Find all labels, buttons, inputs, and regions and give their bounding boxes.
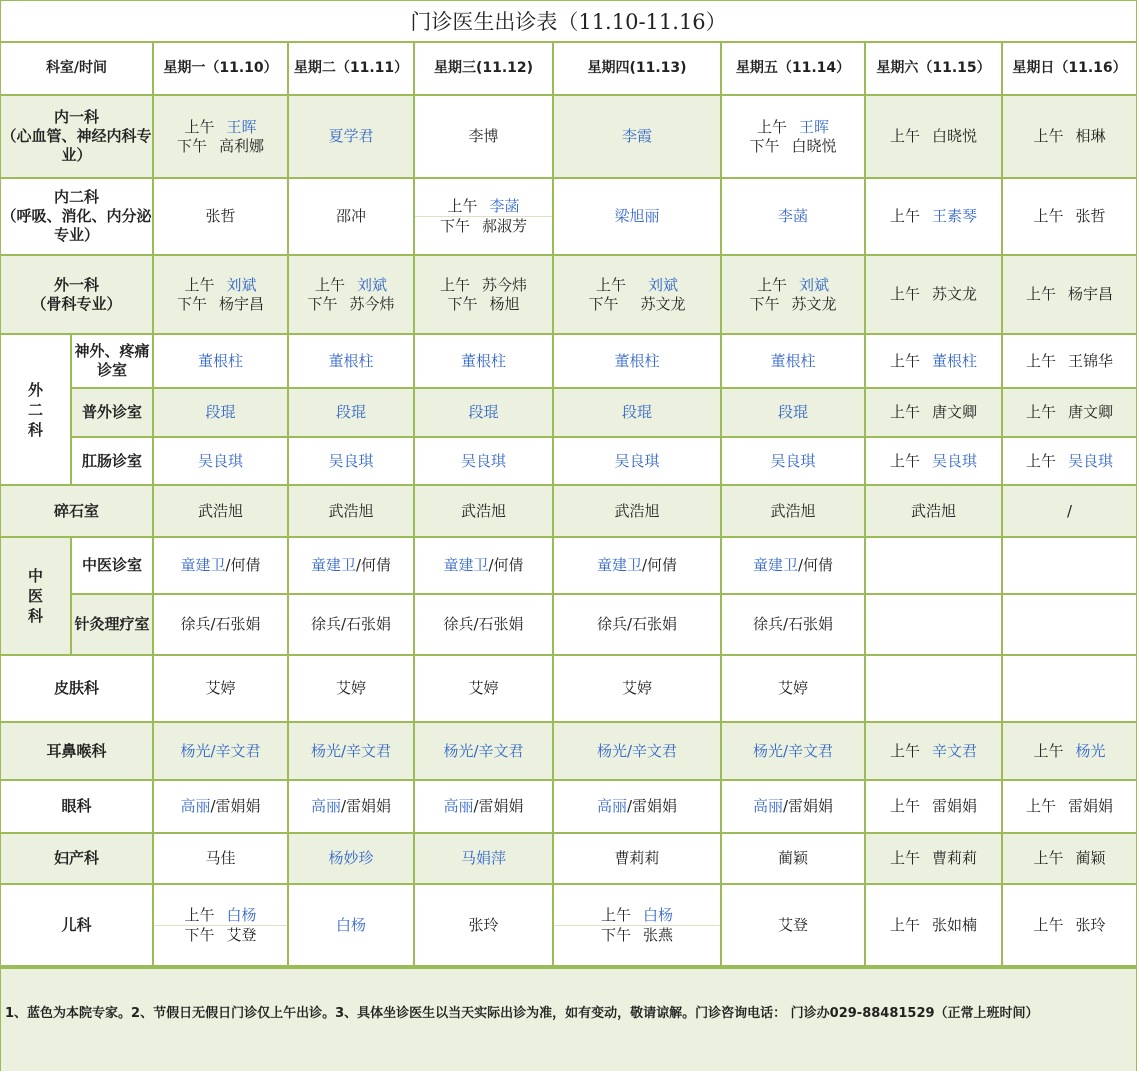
doctor-name: 雷娟娟 <box>932 797 978 815</box>
dept-nei2 <box>1 178 153 255</box>
dept-label: 中医科 <box>27 567 43 625</box>
doctor-name: 王素琴 <box>932 207 978 225</box>
doctor-name: 段琨 <box>288 388 414 437</box>
doctor-name: 白晓悦 <box>791 136 837 155</box>
doctor-name: 张如楠 <box>932 915 978 934</box>
pm-label: 下午 <box>307 294 338 313</box>
cell <box>288 537 414 594</box>
doctor-name: 徐兵/石张娟 <box>721 594 865 655</box>
row-erbi <box>1 722 1136 780</box>
row-nei2 <box>1 178 1136 255</box>
doctor-name: 吴良琪 <box>414 437 553 485</box>
am-label: 上午 <box>1025 451 1056 470</box>
dept-er: 儿科 <box>1 884 153 966</box>
am-label: 上午 <box>889 849 920 867</box>
doctor-name: 高丽 <box>180 797 211 815</box>
doctor-name: 白杨 <box>643 905 674 924</box>
am-label: 上午 <box>1033 915 1064 934</box>
doctor-name: 艾婷 <box>414 655 553 722</box>
doctor-name: 李菡 <box>721 178 865 255</box>
cell <box>553 884 721 966</box>
doctor-name: 吴良琪 <box>932 451 978 470</box>
cell <box>721 95 865 178</box>
doctor-name: /何倩 <box>225 556 261 574</box>
am-label: 上午 <box>889 915 920 934</box>
am-label: 上午 <box>1025 351 1056 370</box>
am-label: 上午 <box>756 117 787 136</box>
doctor-name: 武浩旭 <box>414 485 553 537</box>
doctor-name: 王晖 <box>799 117 830 136</box>
cell <box>414 178 553 255</box>
doctor-name: 段琨 <box>414 388 553 437</box>
doctor-name: 高丽 <box>752 797 783 815</box>
doctor-name: 吴良琪 <box>153 437 288 485</box>
dept-yan: 眼科 <box>1 780 153 833</box>
empty-cell <box>865 594 1002 655</box>
doctor-name: 马佳 <box>153 833 288 884</box>
dept-wai1 <box>1 255 153 334</box>
row-yan <box>1 780 1136 833</box>
cell <box>1002 722 1136 780</box>
doctor-name: 童建卫 <box>752 556 798 574</box>
header-row <box>1 43 1136 95</box>
doctor-name: 邵冲 <box>288 178 414 255</box>
dept-fuchan: 妇产科 <box>1 833 153 884</box>
row-wai1 <box>1 255 1136 334</box>
doctor-name: 唐文卿 <box>1068 403 1114 421</box>
doctor-name: 童建卫 <box>443 556 489 574</box>
doctor-name: /何倩 <box>355 556 392 574</box>
cell <box>414 780 553 833</box>
subdept-zhongyi-zs: 中医诊室 <box>71 537 153 594</box>
doctor-name: 徐兵/石张娟 <box>553 594 721 655</box>
doctor-name: 相琳 <box>1075 127 1106 145</box>
am-label: 上午 <box>447 197 478 215</box>
dept-nei1 <box>1 95 153 178</box>
doctor-name: /何倩 <box>488 556 524 574</box>
cell <box>721 780 865 833</box>
cell <box>553 780 721 833</box>
doctor-name: 童建卫 <box>310 556 356 574</box>
doctor-name: 郝淑芳 <box>482 217 528 235</box>
am-label: 上午 <box>889 797 920 815</box>
cell <box>865 388 1002 437</box>
doctor-name: 杨宇昌 <box>1068 285 1114 303</box>
header-day-wed: 星期三(11.12) <box>414 43 553 95</box>
subdept-puwai: 普外诊室 <box>71 388 153 437</box>
dept-label: 外二科 <box>27 380 43 439</box>
doctor-name: 艾婷 <box>553 655 721 722</box>
cell <box>865 178 1002 255</box>
doctor-name: 杨宇昌 <box>219 294 265 313</box>
doctor-name: 董根柱 <box>288 334 414 388</box>
doctor-name: 王晖 <box>226 117 257 136</box>
footer-note: 1、蓝色为本院专家。2、节假日无假日门诊仅上午出诊。3、具体坐诊医生以当天实际出诊为准，如有变动，敬请谅解。门诊咨询电话： 门诊办029-88481529（正常上班时间） <box>1 967 1136 1071</box>
cell <box>153 780 288 833</box>
cell <box>1002 95 1136 178</box>
dept-suishi: 碎石室 <box>1 485 153 537</box>
dept-label: 内一科 （心血管、神经内科专业） <box>1 108 152 164</box>
pm-label: 下午 <box>447 294 478 313</box>
doctor-name: 艾婷 <box>288 655 414 722</box>
pm-label: 下午 <box>439 217 470 235</box>
row-puwai <box>1 388 1136 437</box>
doctor-name: /雷娟娟 <box>473 797 524 815</box>
header-day-sun: 星期日（11.16） <box>1002 43 1136 95</box>
empty-cell <box>1002 537 1136 594</box>
am-label: 上午 <box>595 275 626 294</box>
am-label: 上午 <box>889 127 920 145</box>
am-label: 上午 <box>1025 285 1056 303</box>
cell <box>1002 437 1136 485</box>
doctor-name: 童建卫 <box>596 556 642 574</box>
cell <box>721 255 865 334</box>
doctor-name: 曹莉莉 <box>553 833 721 884</box>
doctor-name: 苏文龙 <box>640 294 686 313</box>
doctor-name: 雷娟娟 <box>1068 797 1114 815</box>
doctor-name: 段琨 <box>553 388 721 437</box>
pm-label: 下午 <box>749 136 780 155</box>
am-label: 上午 <box>184 275 215 294</box>
doctor-name: 刘斌 <box>799 275 830 294</box>
empty-cell <box>1002 594 1136 655</box>
doctor-name: 艾婷 <box>153 655 288 722</box>
header-day-fri: 星期五（11.14） <box>721 43 865 95</box>
doctor-name: 武浩旭 <box>721 485 865 537</box>
doctor-name: 吴良琪 <box>553 437 721 485</box>
dept-wai2 <box>1 334 71 485</box>
row-gangchang <box>1 437 1136 485</box>
cell <box>153 884 288 966</box>
subdept-zhenjiu: 针灸理疗室 <box>71 594 153 655</box>
dept-zhongyi <box>1 537 71 655</box>
doctor-name: 刘斌 <box>357 275 388 294</box>
doctor-name: 高丽 <box>310 797 341 815</box>
row-zhongyi-zs <box>1 537 1136 594</box>
doctor-name: 艾登 <box>721 884 865 966</box>
row-suishi <box>1 485 1136 537</box>
doctor-name: 高丽 <box>443 797 474 815</box>
doctor-name: 张玲 <box>1075 915 1106 934</box>
cell <box>553 255 721 334</box>
doctor-name: 白杨 <box>288 884 414 966</box>
header-dept-time: 科室/时间 <box>1 43 153 95</box>
cell <box>153 537 288 594</box>
doctor-name: 李霞 <box>553 95 721 178</box>
doctor-name: /雷娟娟 <box>782 797 834 815</box>
page-title: 门诊医生出诊表（11.10-11.16） <box>1 1 1136 43</box>
am-label: 上午 <box>1033 741 1064 760</box>
no-clinic: / <box>1002 485 1136 537</box>
doctor-name: 李博 <box>414 95 553 178</box>
doctor-name: 苏今炜 <box>482 275 528 294</box>
header-day-mon: 星期一（11.10） <box>153 43 288 95</box>
empty-cell <box>865 537 1002 594</box>
row-er <box>1 884 1136 966</box>
doctor-name: 吴良琪 <box>288 437 414 485</box>
doctor-name: 唐文卿 <box>932 403 978 421</box>
empty-cell <box>865 655 1002 722</box>
doctor-name: /何倩 <box>641 556 678 574</box>
doctor-name: 李菡 <box>489 197 520 215</box>
cell <box>288 255 414 334</box>
cell <box>1002 334 1136 388</box>
cell <box>1002 255 1136 334</box>
subdept-shenwai: 神外、疼痛诊室 <box>71 334 153 388</box>
doctor-name: 蔺颖 <box>721 833 865 884</box>
doctor-name: 武浩旭 <box>288 485 414 537</box>
am-label: 上午 <box>314 275 345 294</box>
cell <box>288 780 414 833</box>
doctor-name: 徐兵/石张娟 <box>288 594 414 655</box>
doctor-name: 杨光/辛文君 <box>721 722 865 780</box>
pm-label: 下午 <box>588 294 619 313</box>
cell <box>1002 780 1136 833</box>
doctor-name: 刘斌 <box>648 275 679 294</box>
doctor-name: 曹莉莉 <box>932 849 978 867</box>
doctor-name: 董根柱 <box>414 334 553 388</box>
doctor-name: 徐兵/石张娟 <box>414 594 553 655</box>
doctor-name: 王锦华 <box>1068 351 1114 370</box>
doctor-name: /雷娟娟 <box>340 797 392 815</box>
cell <box>153 255 288 334</box>
doctor-name: 张玲 <box>414 884 553 966</box>
am-label: 上午 <box>1033 127 1064 145</box>
am-label: 上午 <box>184 117 215 136</box>
am-label: 上午 <box>600 905 631 924</box>
doctor-name: 吴良琪 <box>721 437 865 485</box>
doctor-name: 段琨 <box>153 388 288 437</box>
cell <box>865 884 1002 966</box>
doctor-name: /雷娟娟 <box>626 797 678 815</box>
doctor-name: 蔺颖 <box>1075 849 1106 867</box>
cell <box>1002 388 1136 437</box>
doctor-name: 吴良琪 <box>1068 451 1114 470</box>
am-label: 上午 <box>1033 207 1064 225</box>
am-label: 上午 <box>1033 849 1064 867</box>
doctor-name: 高利娜 <box>219 136 265 155</box>
row-zhenjiu <box>1 594 1136 655</box>
header-day-tue: 星期二（11.11） <box>288 43 414 95</box>
doctor-name: 苏今炜 <box>349 294 395 313</box>
doctor-name: 梁旭丽 <box>553 178 721 255</box>
subdept-gangchang: 肛肠诊室 <box>71 437 153 485</box>
am-label: 上午 <box>439 275 470 294</box>
cell <box>1002 884 1136 966</box>
doctor-name: 杨旭 <box>489 294 520 313</box>
row-fuchan <box>1 833 1136 884</box>
doctor-name: 夏学君 <box>288 95 414 178</box>
pm-label: 下午 <box>176 136 207 155</box>
doctor-name: 童建卫 <box>180 556 226 574</box>
dept-erbi: 耳鼻喉科 <box>1 722 153 780</box>
pm-label: 下午 <box>600 925 631 944</box>
doctor-name: 白晓悦 <box>932 127 978 145</box>
am-label: 上午 <box>889 403 920 421</box>
pm-label: 下午 <box>184 925 215 944</box>
doctor-name: 马娟萍 <box>414 833 553 884</box>
am-label: 上午 <box>889 285 920 303</box>
doctor-name: 杨光/辛文君 <box>414 722 553 780</box>
doctor-name: 杨光/辛文君 <box>288 722 414 780</box>
am-label: 上午 <box>184 905 215 924</box>
doctor-name: 董根柱 <box>553 334 721 388</box>
cell <box>865 833 1002 884</box>
schedule-table <box>1 43 1136 967</box>
doctor-name: 辛文君 <box>932 741 978 760</box>
doctor-name: 杨光/辛文君 <box>153 722 288 780</box>
cell <box>1002 833 1136 884</box>
doctor-name: 刘斌 <box>226 275 257 294</box>
pm-label: 下午 <box>749 294 780 313</box>
am-label: 上午 <box>889 451 920 470</box>
cell <box>865 95 1002 178</box>
cell <box>865 722 1002 780</box>
cell <box>865 255 1002 334</box>
cell <box>153 95 288 178</box>
doctor-name: 苏文龙 <box>791 294 837 313</box>
doctor-name: 董根柱 <box>932 351 978 370</box>
doctor-name: 武浩旭 <box>553 485 721 537</box>
cell <box>414 537 553 594</box>
am-label: 上午 <box>889 741 920 760</box>
cell <box>553 537 721 594</box>
doctor-name: /雷娟娟 <box>210 797 261 815</box>
doctor-name: 武浩旭 <box>153 485 288 537</box>
cell <box>1002 178 1136 255</box>
doctor-name: 段琨 <box>721 388 865 437</box>
am-label: 上午 <box>889 351 920 370</box>
doctor-name: 董根柱 <box>153 334 288 388</box>
am-label: 上午 <box>1025 403 1056 421</box>
row-nei1 <box>1 95 1136 178</box>
cell <box>414 255 553 334</box>
dept-pifu: 皮肤科 <box>1 655 153 722</box>
cell <box>865 780 1002 833</box>
dept-label: 外一科 （骨科专业） <box>31 275 122 313</box>
doctor-name: /何倩 <box>797 556 834 574</box>
pm-label: 下午 <box>176 294 207 313</box>
header-day-thu: 星期四(11.13) <box>553 43 721 95</box>
am-label: 上午 <box>889 207 920 225</box>
am-label: 上午 <box>1025 797 1056 815</box>
dept-label: 内二科 （呼吸、消化、内分泌专业） <box>1 188 152 244</box>
doctor-name: 艾婷 <box>721 655 865 722</box>
row-shenwai <box>1 334 1136 388</box>
doctor-name: 董根柱 <box>721 334 865 388</box>
doctor-name: 杨光/辛文君 <box>553 722 721 780</box>
doctor-name: 张哲 <box>1075 207 1106 225</box>
doctor-name: 张哲 <box>153 178 288 255</box>
cell <box>721 537 865 594</box>
doctor-name: 张燕 <box>643 925 674 944</box>
doctor-name: 杨光 <box>1075 741 1106 760</box>
doctor-name: 徐兵/石张娟 <box>153 594 288 655</box>
doctor-name: 艾登 <box>226 925 257 944</box>
cell <box>865 437 1002 485</box>
doctor-name: 白杨 <box>226 905 257 924</box>
doctor-name: 武浩旭 <box>865 485 1002 537</box>
row-pifu <box>1 655 1136 722</box>
doctor-name: 高丽 <box>596 797 627 815</box>
cell <box>865 334 1002 388</box>
doctor-name: 杨妙珍 <box>288 833 414 884</box>
header-day-sat: 星期六（11.15） <box>865 43 1002 95</box>
doctor-name: 苏文龙 <box>932 285 978 303</box>
empty-cell <box>1002 655 1136 722</box>
am-label: 上午 <box>756 275 787 294</box>
